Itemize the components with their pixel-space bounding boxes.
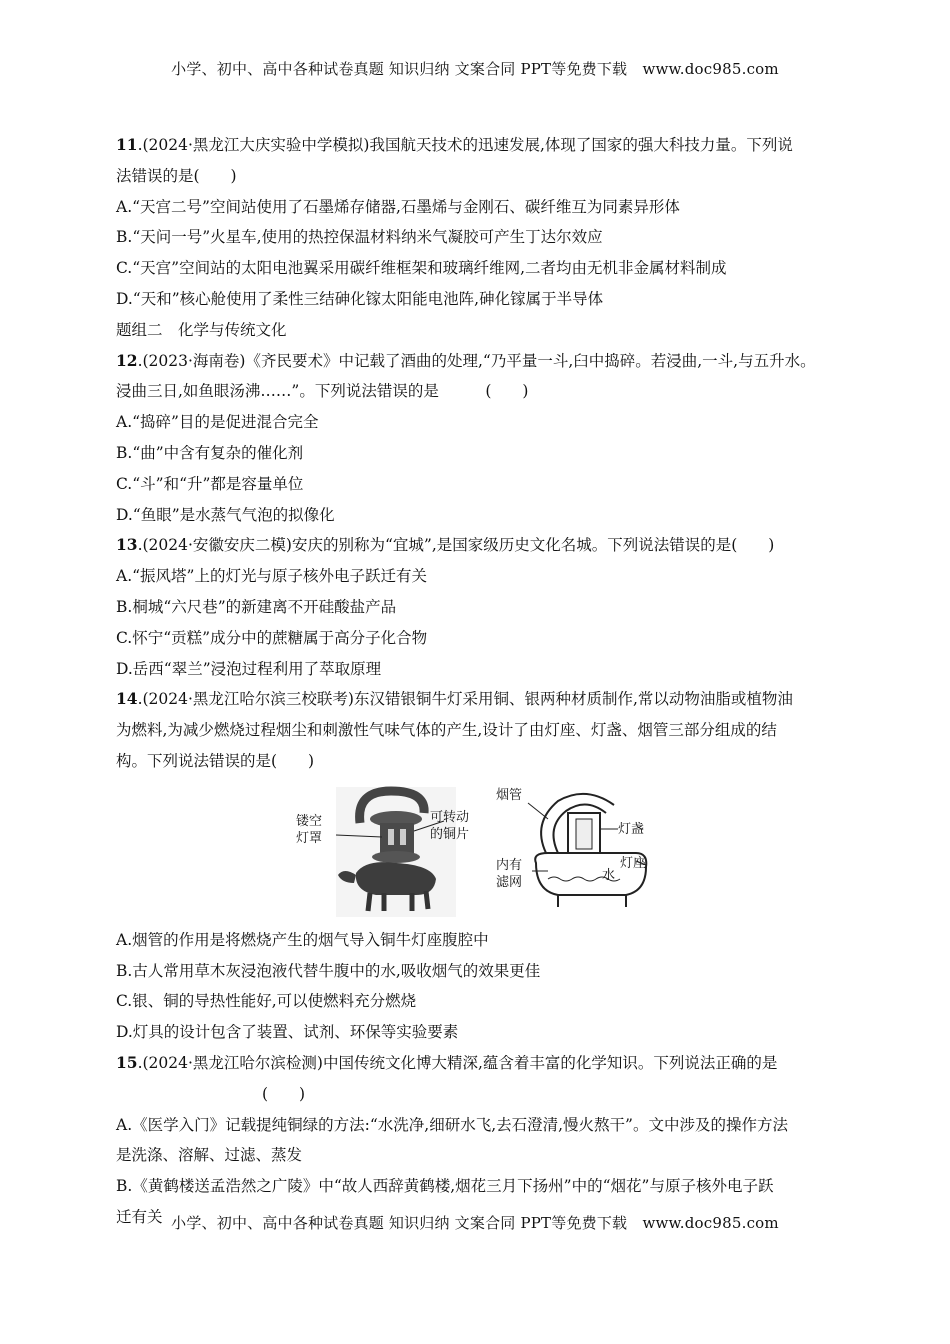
q14-option-c: C.银、铜的导热性能好,可以使燃料充分燃烧: [116, 992, 417, 1011]
q13-option-c: C.怀宁“贡糕”成分中的蔗糖属于高分子化合物: [116, 628, 428, 647]
label-shade: 镂空 灯罩: [296, 813, 323, 846]
q11-option-d: D.“天和”核心舱使用了柔性三结砷化镓太阳能电池阵,砷化镓属于半导体: [116, 289, 604, 308]
q13-option-a: A.“振风塔”上的灯光与原子核外电子跃迁有关: [116, 567, 427, 586]
q14-stem-cont: 为燃料,为减少燃烧过程烟尘和刺激性气味气体的产生,设计了由灯座、灯盏、烟管三部分组成的结: [116, 721, 777, 740]
q11-option-b: B.“天问一号”火星车,使用的热控保温材料纳米气凝胶可产生丁达尔效应: [116, 228, 603, 247]
q11-option-c: C.“天宫”空间站的太阳电池翼采用碳纤维框架和玻璃纤维网,二者均由无机非金属材料制成: [116, 259, 727, 278]
q12-option-d: D.“鱼眼”是水蒸气气泡的拟像化: [116, 505, 335, 524]
q15-option-a: A.《医学入门》记载提纯铜绿的方法:“水洗净,细研水飞,去石澄清,慢火熬干”。文中涉及的操作方法: [116, 1115, 788, 1134]
q11-stem-cont: 法错误的是( ): [116, 166, 237, 185]
label-water: 水: [602, 867, 616, 883]
q13-option-d: D.岳西“翠兰”浸泡过程利用了萃取原理: [116, 659, 382, 678]
label-copper: 可转动 的铜片: [430, 809, 470, 842]
q15-number: 15: [116, 1052, 138, 1072]
q12-option-b: B.“曲”中含有复杂的催化剂: [116, 443, 304, 462]
q14-stem-cont2: 构。下列说法错误的是( ): [116, 751, 315, 770]
q14-option-d: D.灯具的设计包含了装置、试剂、环保等实验要素: [116, 1023, 459, 1042]
q11-option-a: A.“天宫二号”空间站使用了石墨烯存储器,石墨烯与金刚石、碳纤维互为同素异形体: [116, 197, 680, 216]
q14-number: 14: [116, 689, 138, 709]
q14-option-b: B.古人常用草木灰浸泡液代替牛腹中的水,吸收烟气的效果更佳: [116, 961, 541, 980]
q15-option-b-cont: 迁有关: [116, 1207, 163, 1226]
q12-stem: 12.(2023·海南卷)《齐民要术》中记载了酒曲的处理,“乃平量一斗,臼中捣碎。若浸曲,一斗,与五升水。: [116, 350, 816, 370]
q15-option-b: B.《黄鹤楼送孟浩然之广陵》中“故人西辞黄鹤楼,烟花三月下扬州”中的“烟花”与原子核外电子跃: [116, 1177, 774, 1196]
page-footer: 小学、初中、高中各种试卷真题 知识归纳 文案合同 PPT等免费下载 www.doc985.com: [171, 1214, 779, 1232]
q13-option-b: B.桐城“六尺巷”的新建离不开硅酸盐产品: [116, 597, 397, 616]
label-cup: 灯盏: [618, 821, 645, 837]
q11-stem: 11.(2024·黑龙江大庆实验中学模拟)我国航天技术的迅速发展,体现了国家的强大科技力量。下列说: [116, 135, 793, 154]
label-base: 灯座: [620, 855, 647, 871]
q11-number: 11: [116, 135, 138, 154]
q12-option-c: C.“斗”和“升”都是容量单位: [116, 474, 304, 493]
label-pipe: 烟管: [496, 787, 523, 803]
bronze-ox-lamp-figure: [116, 783, 840, 921]
q12-stem-cont: 浸曲三日,如鱼眼汤沸……”。下列说法错误的是 ( ): [116, 382, 529, 401]
page-header: 小学、初中、高中各种试卷真题 知识归纳 文案合同 PPT等免费下载 www.doc985.com: [171, 60, 779, 78]
q15-option-a-cont: 是洗涤、溶解、过滤、蒸发: [116, 1146, 303, 1165]
q15-stem-cont: ( ): [262, 1084, 306, 1103]
lamp-shade-photo: [380, 823, 414, 853]
q14-option-a: A.烟管的作用是将燃烧产生的烟气导入铜牛灯座腹腔中: [116, 930, 489, 949]
q13-stem: 13.(2024·安徽安庆二模)安庆的别称为“宜城”,是国家级历史文化名城。下列说法错误的是( ): [116, 535, 775, 555]
q12-option-a: A.“捣碎”目的是促进混合完全: [116, 413, 319, 432]
lamp-illustration: [296, 783, 676, 921]
q12-number: 12: [116, 350, 138, 370]
q13-number: 13: [116, 535, 138, 555]
q14-stem: 14.(2024·黑龙江哈尔滨三校联考)东汉错银铜牛灯采用铜、银两种材质制作,常以动物油脂或植物油: [116, 689, 793, 709]
group-title: 题组二 化学与传统文化: [116, 320, 287, 339]
question-content: [116, 130, 840, 1233]
label-filter: 内有 滤网: [496, 857, 523, 890]
q15-stem: 15.(2024·黑龙江哈尔滨检测)中国传统文化博大精深,蕴含着丰富的化学知识。下列说法正确的是: [116, 1052, 778, 1072]
